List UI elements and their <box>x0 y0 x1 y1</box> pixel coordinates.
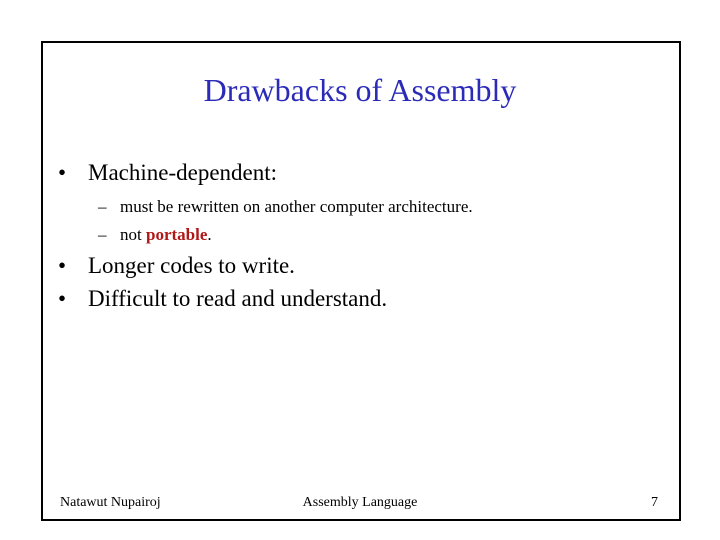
bullet-marker: • <box>58 160 67 185</box>
footer-course-title: Assembly Language <box>302 495 418 510</box>
bullet-text: Machine-dependent: <box>88 160 278 185</box>
bullet-item <box>58 160 277 186</box>
sub-bullet-marker: – <box>98 197 107 216</box>
sub-bullet-marker: – <box>98 225 107 244</box>
slide-frame <box>41 41 681 521</box>
bullet-item <box>58 286 387 312</box>
sub-bullet-prefix: not <box>120 225 146 244</box>
bullet-marker: • <box>58 286 67 311</box>
bullet-item <box>58 253 295 279</box>
slide-title: Drawbacks of Assembly <box>203 72 517 108</box>
sub-bullet-item <box>98 197 473 217</box>
page-number: 7 <box>651 495 658 510</box>
sub-bullet-suffix: . <box>207 225 212 244</box>
sub-bullet-item <box>98 225 212 245</box>
emphasis-text: portable <box>145 225 208 244</box>
sub-bullet-text: must be rewritten on another computer architecture. <box>120 197 473 216</box>
bullet-marker: • <box>58 253 67 278</box>
bullet-text: Longer codes to write. <box>88 253 295 278</box>
bullet-text: Difficult to read and understand. <box>88 286 388 311</box>
footer-author: Natawut Nupairoj <box>60 495 161 510</box>
